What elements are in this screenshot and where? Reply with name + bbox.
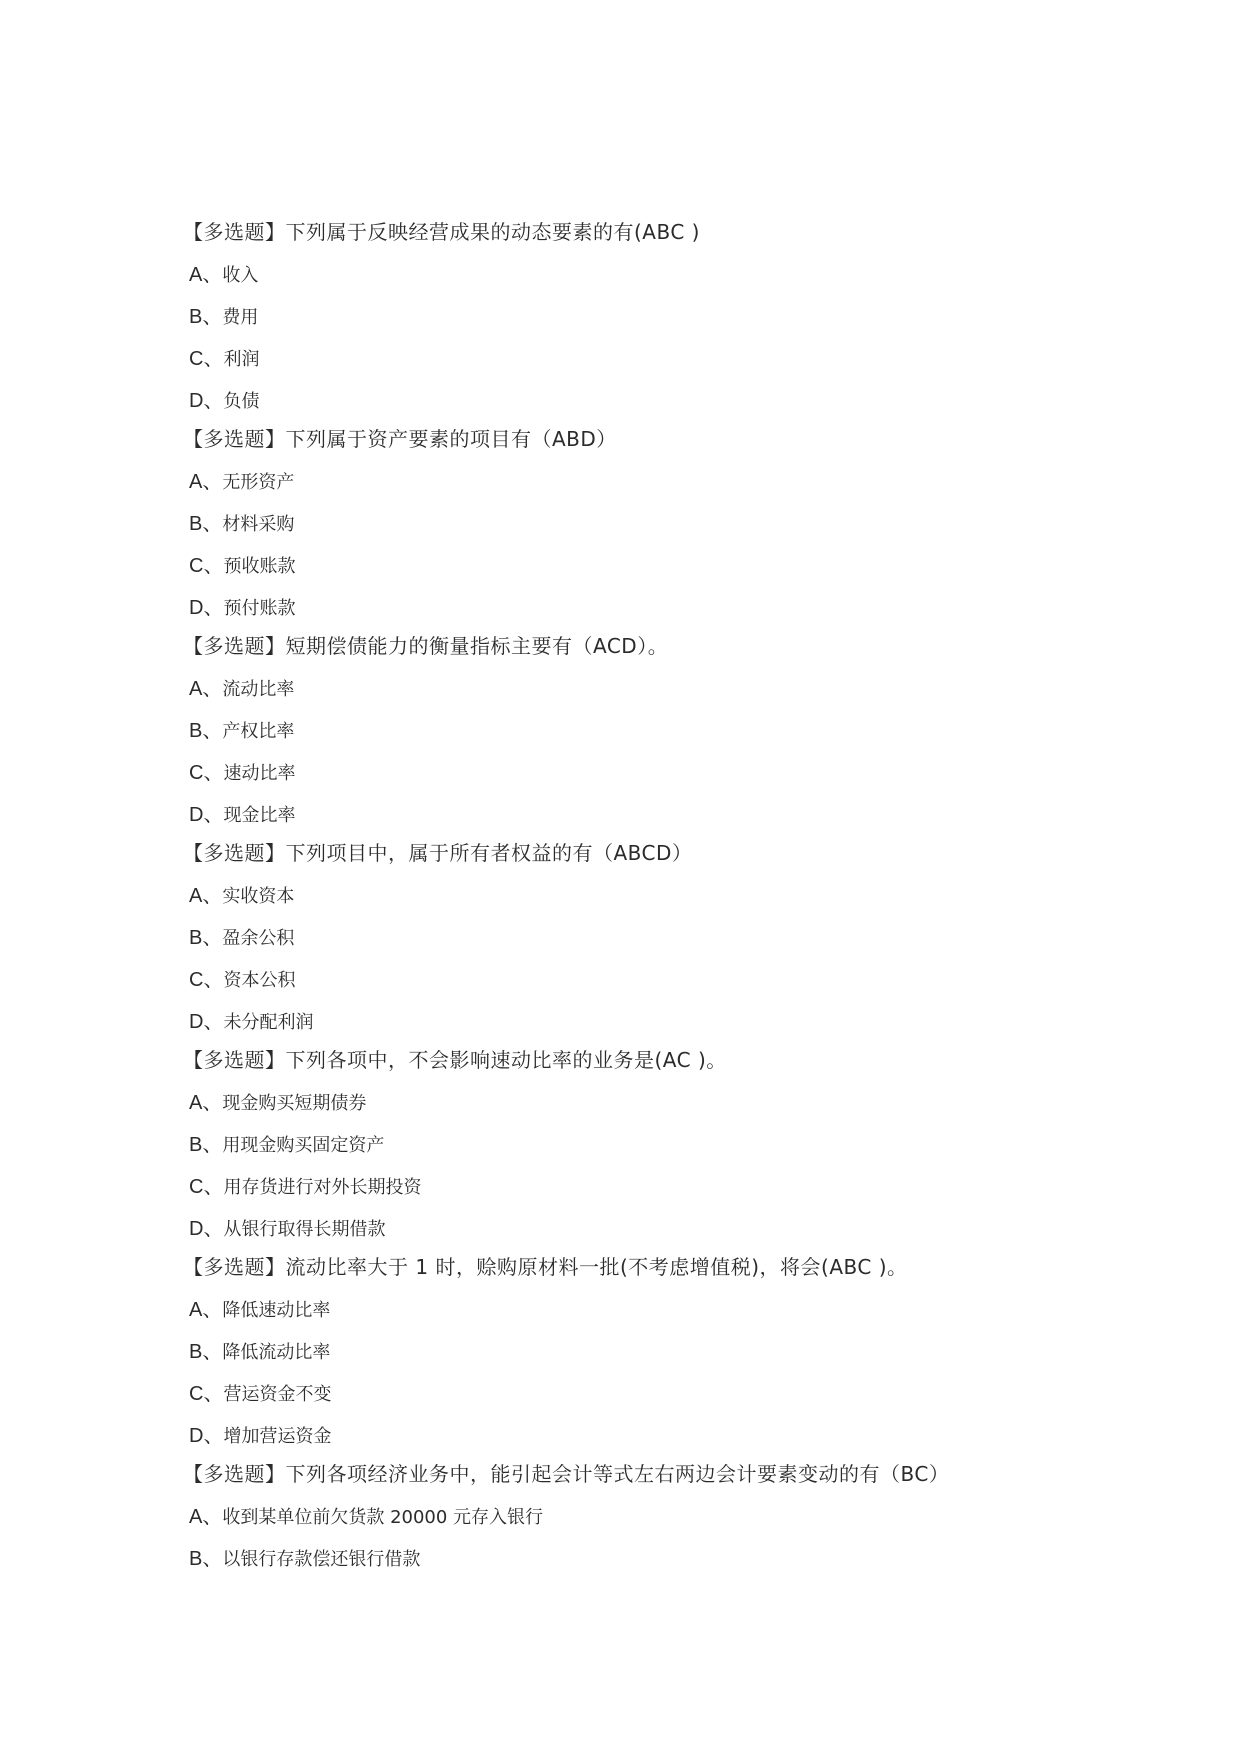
- option-text: 费用: [222, 307, 259, 328]
- option-b: [189, 513, 1163, 535]
- option-letter: A、: [189, 678, 223, 700]
- option-d: [189, 1425, 1163, 1447]
- option-letter: A、: [189, 471, 223, 493]
- option-a: [189, 264, 1163, 286]
- option-letter: A、: [189, 885, 223, 907]
- question-stem: 【多选题】下列各项中，不会影响速动比率的业务是(AC )。: [183, 1048, 727, 1072]
- question-stem: 【多选题】下列属于反映经营成果的动态要素的有(ABC ): [183, 220, 700, 244]
- option-letter: C、: [189, 1383, 224, 1405]
- option-a: [189, 885, 1163, 907]
- option-letter: B、: [189, 927, 223, 949]
- question-stem: 【多选题】下列属于资产要素的项目有（ABD）: [183, 427, 617, 451]
- option-letter: B、: [189, 513, 223, 535]
- option-text: 速动比率: [223, 763, 296, 784]
- option-text: 收到某单位前欠货款 20000 元存入银行: [222, 1507, 544, 1528]
- option-b: [189, 1134, 1163, 1156]
- option-text: 现金比率: [223, 805, 296, 826]
- question-stem: 【多选题】下列各项经济业务中，能引起会计等式左右两边会计要素变动的有（BC）: [183, 1462, 950, 1486]
- question-7: [183, 1462, 1163, 1570]
- option-text: 从银行取得长期借款: [223, 1219, 386, 1240]
- option-letter: D、: [189, 390, 224, 412]
- option-text: 资本公积: [223, 970, 296, 991]
- option-d: [189, 1218, 1163, 1240]
- option-text: 预收账款: [223, 556, 296, 577]
- question-stem: 【多选题】下列项目中，属于所有者权益的有（ABCD）: [183, 841, 693, 865]
- option-text: 营运资金不变: [223, 1384, 332, 1405]
- option-d: [189, 804, 1163, 826]
- option-letter: B、: [189, 306, 223, 328]
- option-letter: A、: [189, 1506, 223, 1528]
- option-c: [189, 1383, 1163, 1405]
- option-text: 材料采购: [222, 514, 295, 535]
- option-c: [189, 348, 1163, 370]
- option-letter: A、: [189, 264, 223, 286]
- option-letter: C、: [189, 348, 224, 370]
- option-text: 降低流动比率: [222, 1342, 331, 1363]
- option-letter: C、: [189, 762, 224, 784]
- option-letter: D、: [189, 597, 224, 619]
- option-text: 降低速动比率: [222, 1300, 331, 1321]
- option-a: [189, 678, 1163, 700]
- option-text: 负债: [223, 391, 260, 412]
- question-1: [183, 220, 1163, 412]
- option-text: 流动比率: [222, 679, 295, 700]
- option-b: [189, 720, 1163, 742]
- option-text: 现金购买短期债券: [222, 1093, 367, 1114]
- option-a: [189, 1299, 1163, 1321]
- option-letter: D、: [189, 1218, 224, 1240]
- option-letter: B、: [189, 1341, 223, 1363]
- option-c: [189, 555, 1163, 577]
- option-text: 用存货进行对外长期投资: [223, 1177, 422, 1198]
- option-letter: A、: [189, 1299, 223, 1321]
- option-text: 以银行存款偿还银行借款: [222, 1549, 421, 1570]
- question-3: [183, 634, 1163, 826]
- option-text: 盈余公积: [222, 928, 295, 949]
- option-b: [189, 1548, 1163, 1570]
- option-text: 增加营运资金: [223, 1426, 332, 1447]
- option-d: [189, 597, 1163, 619]
- option-d: [189, 1011, 1163, 1033]
- option-c: [189, 1176, 1163, 1198]
- option-letter: A、: [189, 1092, 223, 1114]
- question-5: [183, 1048, 1163, 1240]
- question-6: [183, 1255, 1163, 1447]
- option-letter: D、: [189, 1011, 224, 1033]
- option-letter: B、: [189, 1134, 223, 1156]
- option-b: [189, 927, 1163, 949]
- option-d: [189, 390, 1163, 412]
- option-text: 未分配利润: [223, 1012, 314, 1033]
- option-text: 产权比率: [222, 721, 295, 742]
- option-text: 用现金购买固定资产: [222, 1135, 385, 1156]
- option-letter: C、: [189, 969, 224, 991]
- question-2: [183, 427, 1163, 619]
- option-letter: B、: [189, 1548, 223, 1570]
- option-text: 利润: [223, 349, 260, 370]
- option-letter: C、: [189, 1176, 224, 1198]
- option-text: 无形资产: [222, 472, 295, 493]
- option-a: [189, 1506, 1163, 1528]
- option-letter: B、: [189, 720, 223, 742]
- question-4: [183, 841, 1163, 1033]
- option-text: 预付账款: [223, 598, 296, 619]
- option-letter: D、: [189, 804, 224, 826]
- option-c: [189, 969, 1163, 991]
- question-stem: 【多选题】流动比率大于 1 时，赊购原材料一批(不考虑增值税)，将会(ABC )。: [183, 1255, 908, 1279]
- option-text: 收入: [222, 265, 259, 286]
- option-a: [189, 1092, 1163, 1114]
- option-text: 实收资本: [222, 886, 295, 907]
- question-stem: 【多选题】短期偿债能力的衡量指标主要有（ACD）。: [183, 634, 669, 658]
- option-c: [189, 762, 1163, 784]
- option-letter: C、: [189, 555, 224, 577]
- option-b: [189, 1341, 1163, 1363]
- option-a: [189, 471, 1163, 493]
- option-b: [189, 306, 1163, 328]
- option-letter: D、: [189, 1425, 224, 1447]
